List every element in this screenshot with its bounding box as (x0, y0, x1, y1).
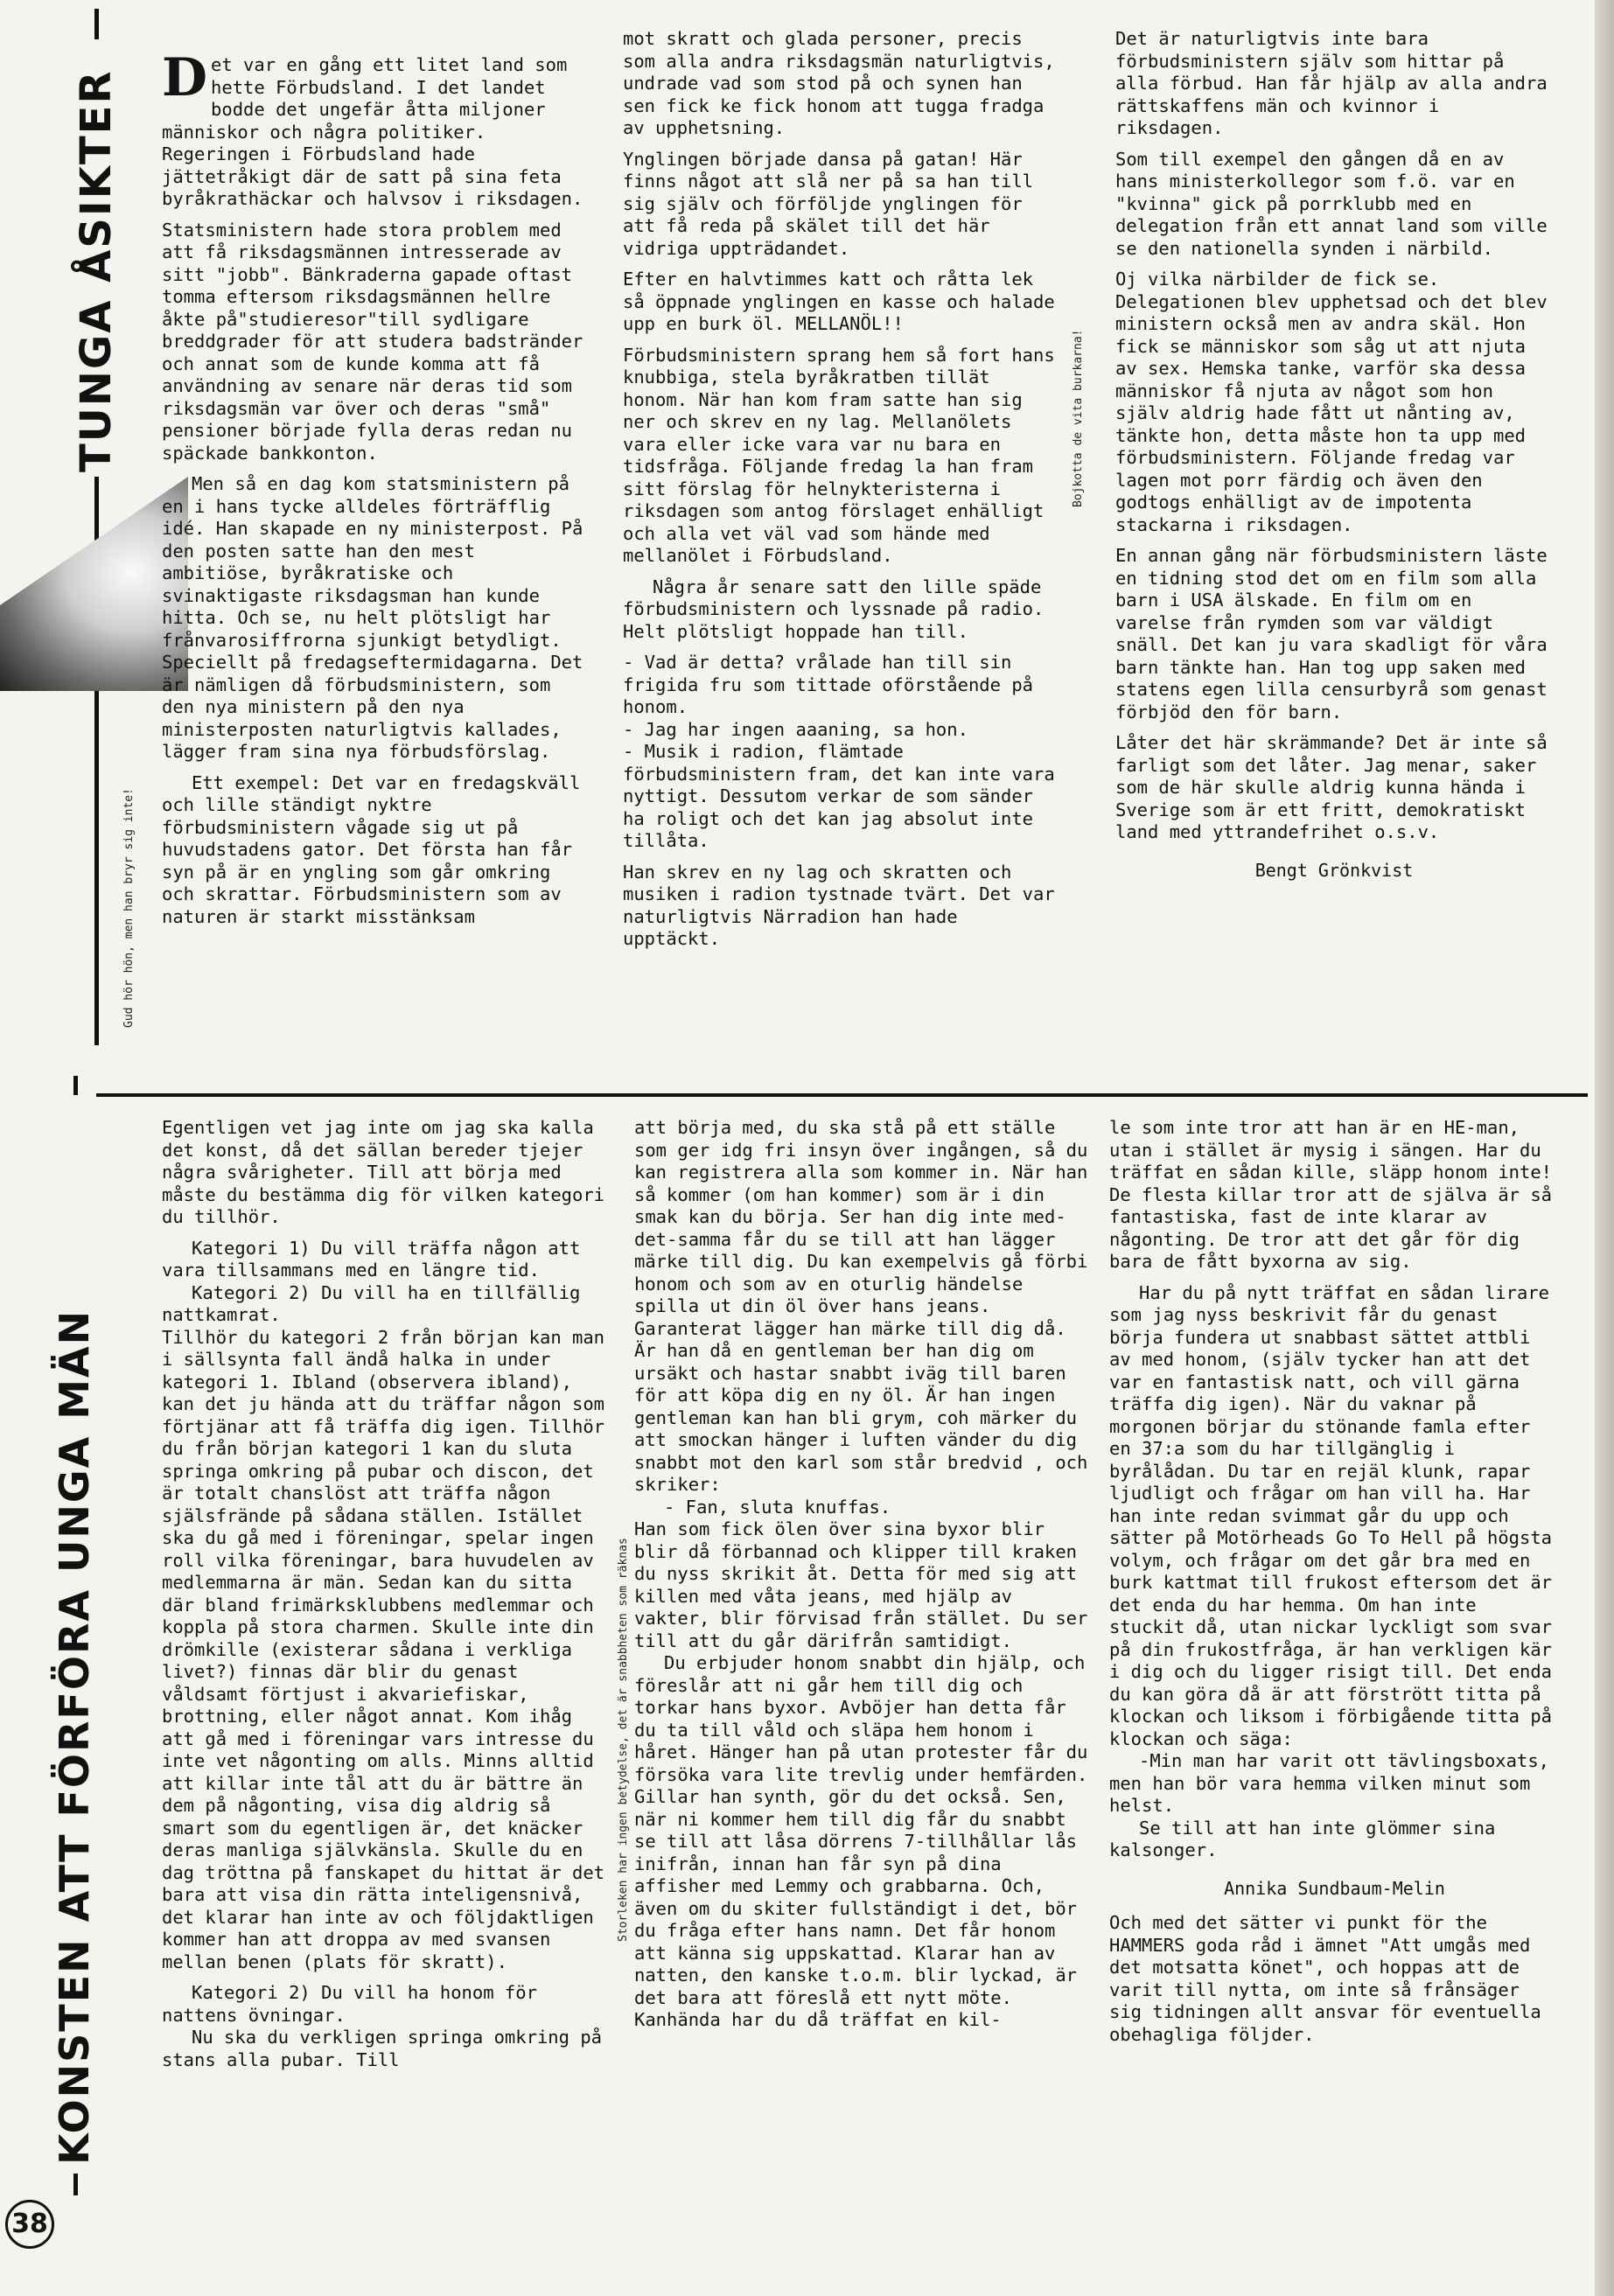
article2-column-2: att börja med, du ska stå på ett ställe som ger idg fri insyn över ingången, så du kan registrera alla som kommer in. När han så kommer (om han kommer) som är i din smak kan du börja. Ser han dig inte med-det-samma får du se till att han lägger märke till dig. Du kan exempelvis gå förbi honom och som av en oturlig händelse spilla ut din öl över hans jeans. Garanterat lägger han märke till dig då. Är han då en gentleman ber han dig om ursäkt och hastar snabbt iväg till baren för att köpa dig en ny öl. Är han ingen gentleman kan han bli grym, coh märker du att smockan hänger i luften vänder du dig snabbt mot den karl som står bredvid , och skriker: - Fan, sluta knuffas. Han som fick ölen över sina byxor blir blir då förbannad och klipper till kraken du nyss skrikit åt. Detta för med sig att killen med våta jeans, med hjälp av vakter, blir förvisad från stället. Du ser till att du går därifrån samtidigt. Du erbjuder honom snabbt din hjälp, och föreslår att ni går hem till dig och torkar hans byxor. Avböjer han detta får du ta till våld och släpa hem honom i håret. Hänger han på utan protester får du försöka vara lite trevlig under hemfärden. Gillar han synth, gör du det också. Sen, när ni kommer hem till dig får du snabbt se till att låsa dörrens 7-tillhållar lås inifrån, innan han får syn på dina affisher med Lemmy och grabbarna. Och, även om du skiter fullständigt i det, bör du fråga efter hans namn. Det får honom att känna sig uppskattad. Klarar han av natten, den kanske t.o.m. blir lyckad, är det bara att föreslå ett nytt möte. Kanhända har du då träffat en kil- (634, 1117, 1088, 2030)
article1-heading: TUNGA ÅSIKTER (72, 69, 121, 472)
article2-side-note-middle: Storleken har ingen betydelse, det är snabbheten som räknas (617, 1538, 630, 1942)
heading2-rule-bottom (73, 2174, 78, 2195)
article1-column-3: Det är naturligtvis inte bara förbudsministern själv som hittar på alla förbud. Han får hjälp av alla andra rättskaffens män och kvinnor i riksdagen. Som till exempel den gången då en av hans ministerkollegor som f.ö. var en "kvinna" gick på porrklubb med en delegation från ett annat land som ville se den nationella synden i närbild. Oj vilka närbilder de fick se. Delegationen blev upphetsad och det blev ministern också men av andra skäl. Hon fick se människor som såg ut att njuta av sex. Hemska tanke, varför ska dessa människor få njuta av något som hon själv aldrig hade fått ut nånting av, tänkte hon, detta måste hon ta upp med förbudsministern. Följande fredag var lagen mot porr färdig och även den godtogs enhälligt av de impotenta stackarna i riksdagen. En annan gång när förbudsministern läste en tidning stod det om en film som alla barn i USA älskade. En film om en varelse från rymden som var väldigt snäll. Det kan ju vara skadligt för våra barn tänkte han. Han tog upp saken med statens egen lilla censurbyrå som genast förbjöd den för barn. Låter det här skrämmande? Det är inte så farligt som det låter. Jag menar, saker som de här skulle aldrig kunna hända i Sverige som är ett fritt, demokratiskt land med yttrandefrihet o.s.v. Bengt Grönkvist (1115, 28, 1553, 1073)
article2-signature: Annika Sundbaum-Melin (1224, 1877, 1445, 1899)
article1-side-note-middle: Bojkotta de vita burkarna! (1072, 329, 1085, 507)
article-divider (96, 1093, 1588, 1097)
heading2-rule-top (73, 1076, 78, 1095)
article1-column-1: Det var en gång ett litet land som hette Förbudsland. I det landet bodde det ungefär åtta miljoner människor och några politiker. Regeringen i Förbudsland hade jättetråkigt där de satt på sina feta byråkrathäckar och halvsov i riksdagen. Statsministern hade stora problem med att få riksdagsmännen intresserade av sitt "jobb". Bänkraderna gapade oftast tomma eftersom riksdagsmännen hellre åkte på"studieresor"till sydligare breddgrader för att studera badstränder och annat som de kunde komma att få användning av senare när deras tid som riksdagsmän var över och deras "små" pensioner började fylla deras redan nu späckade bankkonton. Men så en dag kom statsministern på en i hans tycke alldeles förträfflig idé. Han skapade en ny ministerpost. På den posten satte han den mest ambitiöse, byråkratiske och svinaktigaste riksdagsman han kunde hitta. Och se, nu helt plötsligt har frånvarosiffrorna sjunkigt betydligt. Speciellt på fredagseftermidagarna. Det är nämligen då förbudsministern, som den nya ministern på den nya ministerposten naturligtvis kallades, lägger fram sina nya förbudsförslag. Ett exempel: Det var en fredagskväll och lille ständigt nyktre förbudsministern vågade sig ut på huvudstadens gator. Det första han får syn på är en yngling som går omkring och skrattar. Förbudsministern som av naturen är starkt misstänksam (162, 54, 583, 927)
heading-rule-top (94, 9, 99, 39)
article2-column-3: le som inte tror att han är en HE-man, utan i stället är mysig i sängen. Har du träffat en sådan kille, släpp honom inte! De flesta killar tror att de själva är så fantastiska, fast de inte klarar av någonting. De tror att det går för dig bara de fått byxorna av sig. Har du på nytt träffat en sådan lirare som jag nyss beskrivit får du genast börja fundera ut snabbast sättet attbli av med honom, (själv tycker han att det var en fantastisk natt, och vill gärna träffa dig igen). När du vaknar på morgonen börjar du stönande famla efter en 37:a som du har tillgänglig i byrålådan. Du tar en rejäl klunk, rapar ljudligt och frågar om han vill ha. Har han inte redan svimmat går du upp och sätter på Motörheads Go To Hell på högsta volym, och frågar om det går bra med en burk kattmat till frukost eftersom det är det enda du har hemma. Om han inte stuckit då, utan nickar lyckligt som svar på din frukostfråga, är han verkligen kär i dig och du ligger risigt till. Det enda du kan göra då är att förstrött titta på klockan och liksom i förbigående titta på klockan och säga: -Min man har varit ott tävlingsboxats, men han bör vara hemma vilken minut som helst. Se till att han inte glömmer sina kalsonger. Annika Sundbaum-Melin Och med det sätter vi punkt för the HAMMERS goda råd i ämnet "Att umgås med det motsatta könet", och hoppas att de varit till nytta, om inte så frånsäger sig tidningen allt ansvar för eventuella obehagliga följder. (1109, 1117, 1560, 2254)
article1-side-note-left: Gud hör hön, men han bryr sig inte! (122, 788, 136, 1028)
page-edge (1595, 0, 1614, 2296)
page-number: 38 (5, 2200, 54, 2249)
dropcap: D (162, 54, 208, 108)
article1-signature: Bengt Grönkvist (1254, 859, 1414, 881)
article2-column-1: Egentligen vet jag inte om jag ska kalla det konst, då det sällan bereder tjejer några svårigheter. Till att börja med måste du bestämma dig för vilken kategori du tillhör. Kategori 1) Du vill träffa någon att vara tillsammans med en längre tid. Kategori 2) Du vill ha en tillfällig nattkamrat. Tillhör du kategori 2 från början kan man i sällsynta fall ändå halka in under kategori 1. Ibland (observera ibland), kan det ju hända att du träffar någon som förtjänar att få träffa dig igen. Tillhör du från början kategori 1 kan du sluta springa omkring på pubar och discon, det är totalt chanslöst att träffa någon själsfrände på sådana ställen. Istället ska du gå med i föreningar, spelar ingen roll vilka föreningar, bara huvudelen av medlemmarna är män. Sedan kan du sitta där bland frimärksklubbens medlemmar och koppla på stora charmen. Skulle inte din drömkille (existerar sådana i verkliga livet?) finnas där blir du genast våldsamt förtjust i akvariefiskar, brottning, eller något annat. Kom ihåg att gå med i föreningar vars intresse du inte vet någonting om alls. Minns alltid att killar inte tål att du är bättre än dem på någonting, visa dig aldrig så smart som du egentligen är, det knäcker deras manliga självkänsla. Skulle du en dag tröttna på fanskapet du hittat är det bara att visa din rätta inteligensnivå, det klarar han inte av och följdaktligen kommer han att droppa av med svansen mellan benen (plats för skratt). Kategori 2) Du vill ha honom för nattens övningar. Nu ska du verkligen springa omkring på stans alla pubar. Till (162, 1117, 605, 2070)
article2-heading: KONSTEN ATT FÖRFÖRA UNGA MÄN (51, 1309, 98, 2165)
article1-column-2: mot skratt och glada personer, precis som alla andra riksdagsmän naturligtvis, undrade vad som stod på och synen han sen fick ke fick honom att tugga fradga av upphetsning. Ynglingen började dansa på gatan! Här finns något att slå ner på sa han till sig själv och förföljde ynglingen för att få reda på skälet till det här vidriga uppträdandet. Efter en halvtimmes katt och råtta lek så öppnade ynglingen en kasse och halade upp en burk öl. MELLANÖL!! Förbudsministern sprang hem så fort hans knubbiga, stela byråkratben tillät honom. När han kom fram satte han sig ner och skrev en ny lag. Mellanölets vara eller icke vara var nu bara en tidsfråga. Följande fredag la han fram sitt förslag för helnykteristerna i riksdagen som antog förslaget enhälligt och alla vet väl vad som hände med mellanölet i Förbudsland. Några år senare satt den lille späde förbudsministern och lyssnade på radio. Helt plötsligt hoppade han till. - Vad är detta? vrålade han till sin frigida fru som tittade oförstående på honom. - Jag har ingen aaaning, sa hon. - Musik i radion, flämtade förbudsministern fram, det kan inte vara nyttigt. Dessutom verkar de som sänder ha roligt och det kan jag absolut inte tillåta. Han skrev en ny lag och skratten och musiken i radion tystnade tvärt. Det var naturligtvis Närradion han hade upptäckt. (623, 28, 1055, 949)
article2-afterword: Och med det sätter vi punkt för the HAMMERS goda råd i ämnet "Att umgås med det motsatta könet", och hoppas att de varit till nytta, om inte så frånsäger sig tidningen allt ansvar för eventuella obehagliga följder. (1109, 1912, 1541, 2045)
